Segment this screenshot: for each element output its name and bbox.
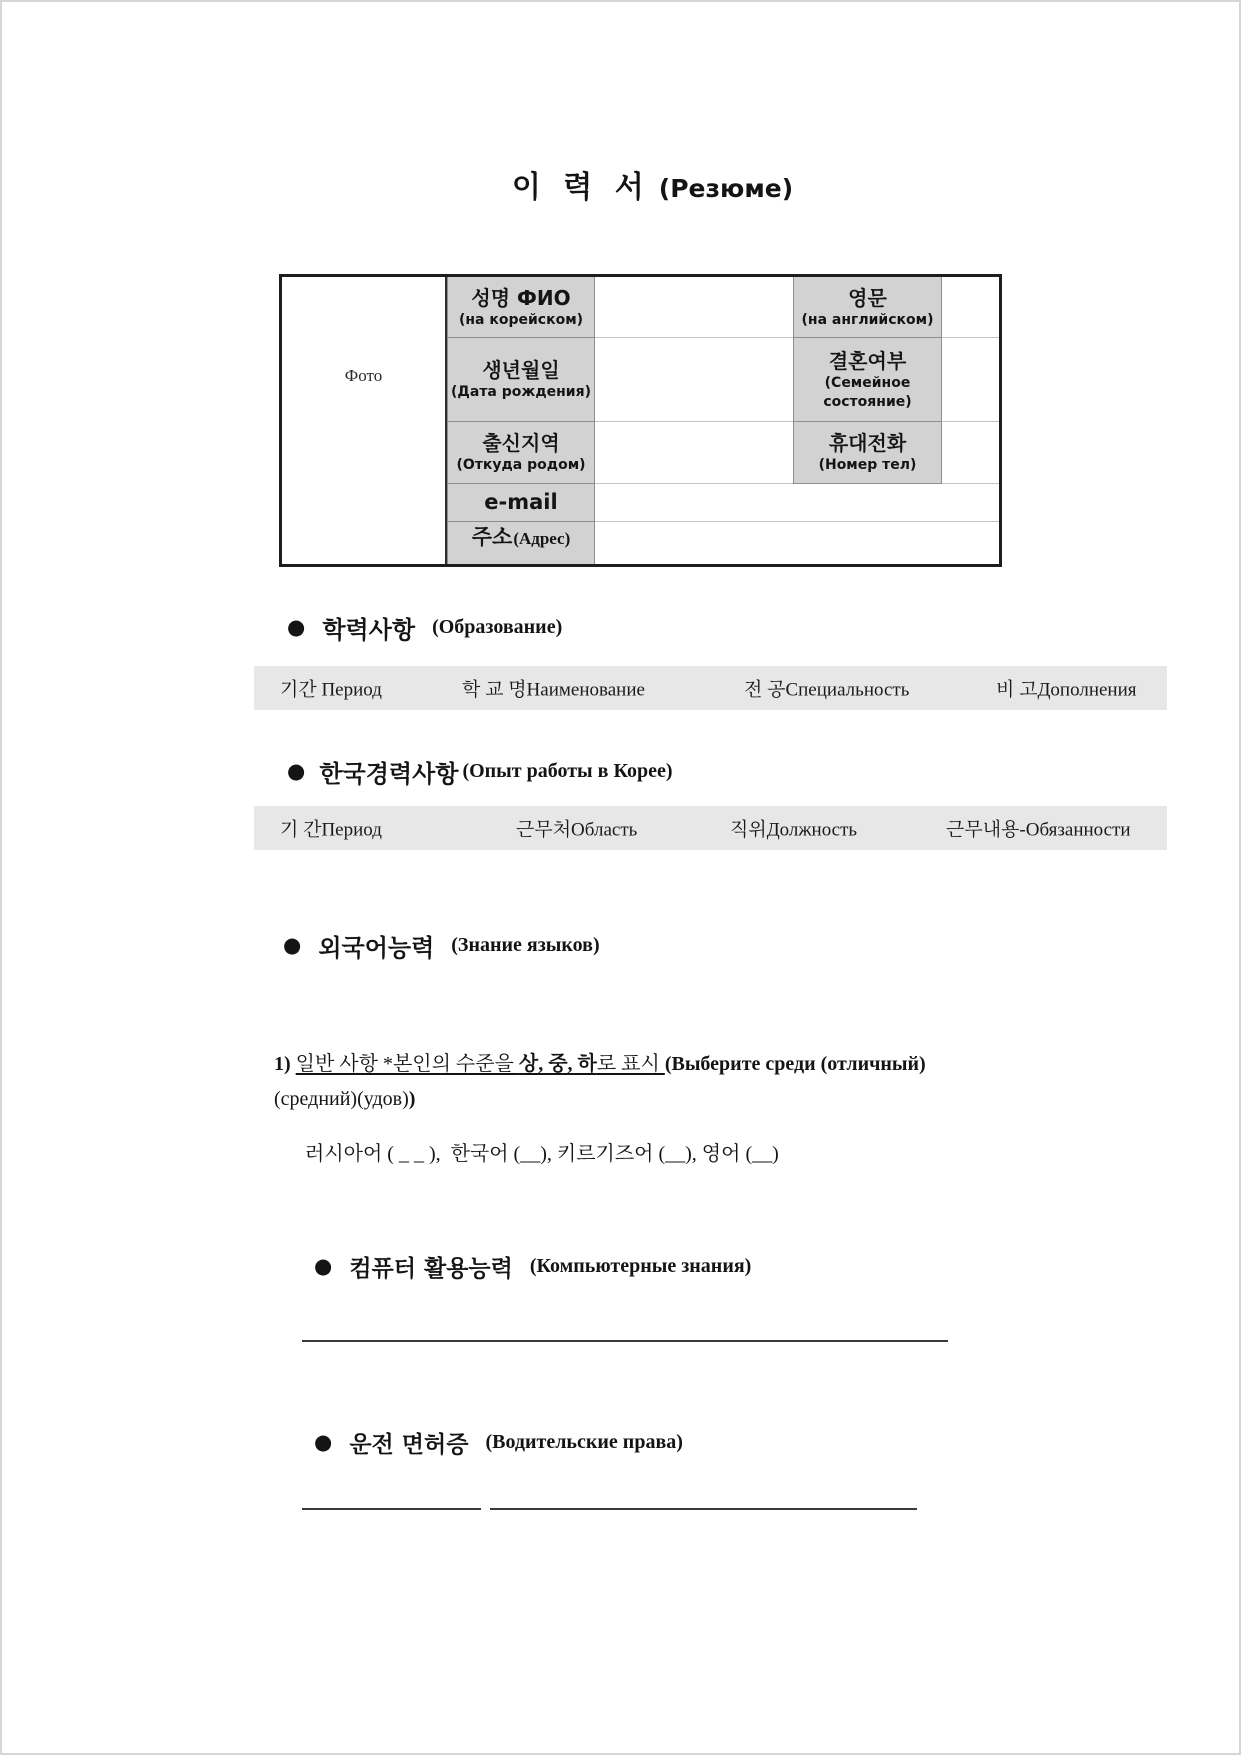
name-korean-value-cell xyxy=(595,277,793,338)
note-number: 1) xyxy=(274,1053,296,1075)
section-computer-title xyxy=(314,1250,751,1283)
note-levels-bold: 상, 중, 하 xyxy=(518,1053,597,1075)
phone-label-ko: 휴대전화 xyxy=(828,431,907,456)
languages-title-ru: (Знание языков) xyxy=(451,934,600,956)
marital-status-label-cell xyxy=(793,338,942,422)
languages-title-ko: 외국어능력 xyxy=(318,934,435,962)
address-label-ru: (Адрес) xyxy=(513,529,571,548)
education-col-school: 학 교 명Наименование xyxy=(462,679,645,701)
bullet-icon: ● xyxy=(314,1254,333,1278)
address-label-ko: 주소 xyxy=(471,525,513,549)
page-title-korean: 이 력 서 xyxy=(511,170,650,205)
origin-label-ko: 출신지역 xyxy=(482,431,560,456)
birth-date-value-cell xyxy=(595,338,793,422)
levels-text: 러시아어 ( _ _ ), 한국어 (__), 키르기즈어 (__), 영어 (__) xyxy=(305,1143,779,1165)
languages-levels-line xyxy=(285,1114,779,1189)
education-header-bar xyxy=(254,666,1167,710)
photo-label: Фото xyxy=(344,365,383,385)
education-col-speciality: 전 공Специальность xyxy=(744,679,910,701)
section-korea-experience-title xyxy=(287,754,673,789)
note-line2-close: ) xyxy=(408,1088,416,1110)
education-title-ru: (Образование) xyxy=(432,616,563,638)
address-value-cell xyxy=(595,522,999,564)
marital-status-label-ru: (Семейное состояние) xyxy=(823,375,912,410)
marital-status-label-ko: 결혼여부 xyxy=(828,349,907,374)
origin-label-ru: (Откуда родом) xyxy=(456,457,586,474)
phone-value-cell xyxy=(942,422,999,484)
experience-col-position: 직위Должность xyxy=(730,819,858,841)
phone-label-ru: (Номер тел) xyxy=(818,457,917,474)
note-russian-bold: (Выберите среди (отличный) xyxy=(664,1053,926,1075)
section-languages-title xyxy=(283,928,600,963)
email-label-cell xyxy=(447,484,595,522)
section-education-title xyxy=(287,610,562,645)
birth-date-label-ko: 생년월일 xyxy=(482,358,560,383)
marital-status-value-cell xyxy=(942,338,999,422)
education-col-notes: 비 고Дополнения xyxy=(996,679,1137,701)
driver-license-blank-line-1 xyxy=(302,1488,481,1510)
birth-date-label-cell xyxy=(447,338,595,422)
origin-label-cell xyxy=(447,422,595,484)
personal-info-table xyxy=(279,274,1002,567)
computer-title-ko: 컴퓨터 활용능력 xyxy=(349,1256,513,1282)
address-label-cell xyxy=(447,522,595,564)
name-korean-label-ru: (на корейском) xyxy=(458,311,584,328)
email-label: e-mail xyxy=(484,489,558,514)
page-title-russian: (Резюме) xyxy=(658,174,794,203)
computer-skills-blank-line xyxy=(302,1320,948,1342)
page-title xyxy=(2,162,1239,206)
computer-title-ru: (Компьютерные знания) xyxy=(529,1255,752,1277)
korea-experience-header-bar xyxy=(254,806,1167,850)
note-line2-text: (средний)(удов) xyxy=(274,1088,409,1110)
bullet-icon: ● xyxy=(287,615,306,639)
korea-experience-title-ko: 한국경력사항 xyxy=(319,760,459,788)
bullet-icon: ● xyxy=(283,933,302,957)
name-english-value-cell xyxy=(942,277,999,338)
education-col-period: 기간 Период xyxy=(280,679,382,701)
experience-col-period: 기 간Период xyxy=(280,819,382,841)
korea-experience-title-ru: (Опыт работы в Корее) xyxy=(462,760,673,782)
note-underlined-text: 일반 사항 *본인의 수준을 xyxy=(295,1053,519,1075)
name-english-label-ru: (на английском) xyxy=(801,311,934,328)
name-korean-label-cell xyxy=(447,277,595,338)
section-driver-title xyxy=(314,1426,683,1459)
email-value-cell xyxy=(595,484,999,522)
name-english-label-ko: 영문 xyxy=(848,285,887,310)
experience-col-duties: 근무내용-Обязанности xyxy=(946,819,1131,841)
experience-col-area: 근무처Область xyxy=(516,819,638,841)
name-english-label-cell xyxy=(793,277,942,338)
driver-license-blank-line-2 xyxy=(490,1488,917,1510)
phone-label-cell xyxy=(793,422,942,484)
photo-cell xyxy=(282,277,447,564)
name-korean-label-ko: 성명 ФИО xyxy=(471,285,571,310)
note-underlined-tail: 로 표시 xyxy=(596,1053,665,1075)
birth-date-label-ru: (Дата рождения) xyxy=(451,384,591,401)
origin-value-cell xyxy=(595,422,793,484)
education-title-ko: 학력사항 xyxy=(322,616,416,644)
bullet-icon: ● xyxy=(287,759,306,783)
driver-title-ru: (Водительские права) xyxy=(485,1431,683,1453)
driver-title-ko: 운전 면허증 xyxy=(349,1432,469,1458)
bullet-icon: ● xyxy=(314,1430,333,1454)
